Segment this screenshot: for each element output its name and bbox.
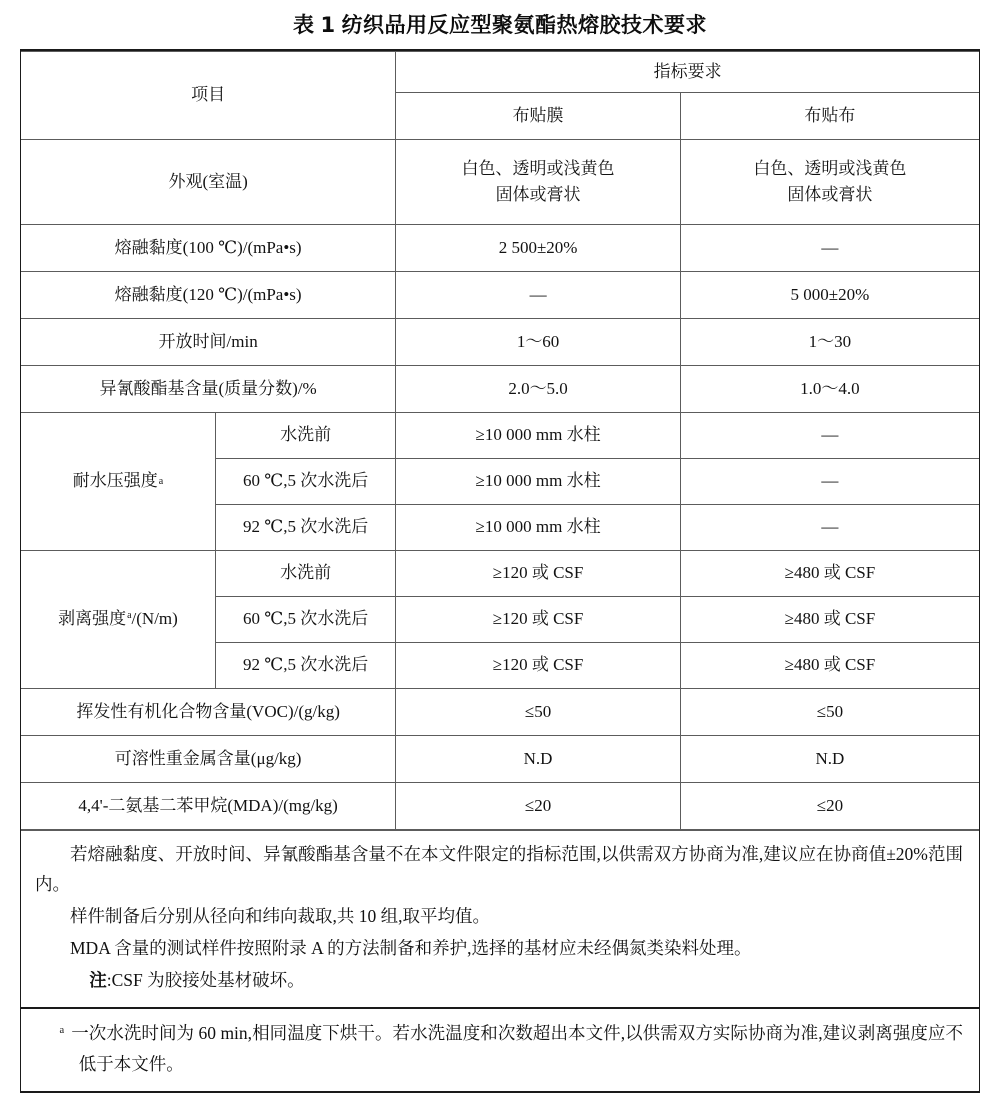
subrow-condition-label: 水洗前 [280,563,332,583]
table-row [21,689,979,736]
row-value-film [396,225,681,272]
row-value-film-label: ≥10 000 mm 水柱 [475,425,601,445]
row-value-cloth-label: 1.0～4.0 [800,378,860,398]
row-item-viscosity-100 [21,225,396,272]
row-value-film [396,551,681,597]
note-remark-sep: : [106,970,112,991]
subrow-condition-label: 60 ℃,5 次水洗后 [242,471,369,491]
row-value-film-label: 1～60 [516,331,560,351]
header-item-label: 项目 [191,85,226,105]
row-value-cloth [680,366,979,413]
row-item-unit: /(N/m) [131,609,178,629]
table-title [0,0,1000,49]
row-value-cloth-line2: 固体或膏状 [787,185,873,204]
table-row [21,272,979,319]
row-value-film [396,597,681,643]
note-remark [35,965,963,995]
row-value-film [396,783,681,830]
row-value-film-label: ≥10 000 mm 水柱 [475,471,601,491]
footnote-line [35,1018,963,1078]
row-item-label: 开放时间/min [158,331,258,351]
row-value-cloth [680,736,979,783]
row-item-appearance [21,140,396,225]
subrow-condition-label: 92 ℃,5 次水洗后 [242,655,369,675]
footnote-marker: a [127,609,132,621]
header-col-film [396,93,681,140]
table-footnote [21,1007,979,1090]
row-value-film [396,459,681,505]
row-item-voc [21,689,396,736]
note-remark-label: 注 [89,970,107,991]
requirements-table [20,49,980,1093]
table-row [21,319,979,366]
row-value-film [396,505,681,551]
row-value-film-label: ≤50 [524,701,552,721]
row-value-film-label: ≥120 或 CSF [492,563,584,583]
row-value-film [396,366,681,413]
header-col-cloth-label: 布贴布 [804,105,856,125]
row-value-cloth [680,643,979,689]
row-value-film [396,643,681,689]
row-value-cloth-line1: 白色、透明或浅黄色 [753,158,907,178]
row-item-mda [21,783,396,830]
row-value-cloth-label: N.D [815,748,845,768]
note-line: 样件制备后分别从径向和纬向裁取,共 10 组,取平均值。 [70,906,490,927]
header-col-cloth [680,93,979,140]
row-value-cloth [680,551,979,597]
table-title-number: 1 [320,13,336,37]
row-value-cloth [680,225,979,272]
table-row [21,413,979,459]
row-value-cloth [680,459,979,505]
row-value-cloth-label: ≤20 [816,795,844,815]
footnote-text: 一次水洗时间为 60 min,相同温度下烘干。若水洗温度和次数超出本文件,以供需双方实际协商为准,建议剥离强度应不低于本文件。 [71,1023,963,1074]
row-value-film [396,689,681,736]
row-value-film [396,272,681,319]
row-value-cloth [680,597,979,643]
row-value-cloth-label: — [821,425,839,445]
row-value-film [396,413,681,459]
table-row [21,140,979,225]
row-item-label: 剥离强度 [58,609,127,629]
header-col-film-label: 布贴膜 [512,105,564,125]
row-item-peel-strength [21,551,215,689]
row-item-label: 耐水压强度 [72,471,158,491]
subrow-condition [215,413,395,459]
row-value-film-line1: 白色、透明或浅黄色 [461,158,615,178]
row-value-cloth-label: — [821,517,839,537]
table-row [21,551,979,597]
row-value-film [396,140,681,225]
row-item-open-time [21,319,396,366]
row-value-cloth-label: — [821,237,839,257]
row-item-label: 熔融黏度(100 ℃)/(mPa•s) [114,237,302,257]
row-value-film-label: — [529,284,547,304]
row-item-label: 熔融黏度(120 ℃)/(mPa•s) [114,284,302,304]
row-value-cloth-label: — [821,471,839,491]
subrow-condition-label: 60 ℃,5 次水洗后 [242,609,369,629]
spec-table [21,51,979,830]
row-value-cloth-label: ≥480 或 CSF [784,655,876,675]
row-value-cloth-label: ≥480 或 CSF [784,609,876,629]
table-title-name: 纺织品用反应型聚氨酯热熔胶技术要求 [341,13,708,37]
header-requirement-label: 指标要求 [653,61,722,81]
note-remark-text: CSF 为胶接处基材破坏。 [111,970,305,991]
row-value-film-label: 2.0～5.0 [508,378,568,398]
subrow-condition-label: 水洗前 [280,425,332,445]
row-value-cloth [680,319,979,366]
table-notes [21,830,979,1007]
subrow-condition [215,459,395,505]
subrow-condition [215,643,395,689]
row-value-cloth [680,140,979,225]
row-item-label: 可溶性重金属含量(μg/kg) [114,748,302,768]
row-item-label: 4,4'-二氨基二苯甲烷(MDA)/(mg/kg) [78,795,338,815]
row-item-label: 外观(室温) [168,171,248,191]
subrow-condition-label: 92 ℃,5 次水洗后 [242,517,369,537]
table-row [21,783,979,830]
row-value-cloth-label: 1～30 [808,331,852,351]
row-value-cloth-label: ≤50 [816,701,844,721]
table-title-label: 表 [292,13,315,37]
row-value-film [396,319,681,366]
row-value-film [396,736,681,783]
row-value-film-label: ≥120 或 CSF [492,655,584,675]
row-item-label: 挥发性有机化合物含量(VOC)/(g/kg) [76,701,340,721]
table-row [21,736,979,783]
row-item-nco-content [21,366,396,413]
note-line: MDA 含量的测试样件按照附录 A 的方法制备和养护,选择的基材应未经偶氮类染料处理。 [70,938,752,959]
row-value-film-line2: 固体或膏状 [495,185,581,204]
row-value-cloth-label: 5 000±20% [790,284,870,304]
row-value-cloth [680,783,979,830]
row-value-cloth [680,505,979,551]
row-item-heavy-metals [21,736,396,783]
row-value-cloth-label: ≥480 或 CSF [784,563,876,583]
footnote-marker: a [59,1024,65,1036]
note-line: 若熔融黏度、开放时间、异氰酸酯基含量不在本文件限定的指标范围,以供需双方协商为准,建议应在协商值±20%范围内。 [35,844,963,895]
table-header-row-1 [21,52,979,93]
header-item [21,52,396,140]
subrow-condition [215,551,395,597]
table-row [21,366,979,413]
table-row [21,225,979,272]
row-value-film-label: ≤20 [524,795,552,815]
row-value-film-label: ≥120 或 CSF [492,609,584,629]
row-value-cloth [680,689,979,736]
row-value-film-label: 2 500±20% [498,237,578,257]
subrow-condition [215,597,395,643]
row-value-cloth [680,272,979,319]
row-value-film-label: N.D [523,748,553,768]
row-value-cloth [680,413,979,459]
row-item-label: 异氰酸酯基含量(质量分数)/% [99,378,317,398]
row-item-water-pressure: 耐水压强度 a [21,413,215,551]
row-item-viscosity-120 [21,272,396,319]
subrow-condition [215,505,395,551]
header-requirement [396,52,979,93]
row-value-film-label: ≥10 000 mm 水柱 [475,517,601,537]
